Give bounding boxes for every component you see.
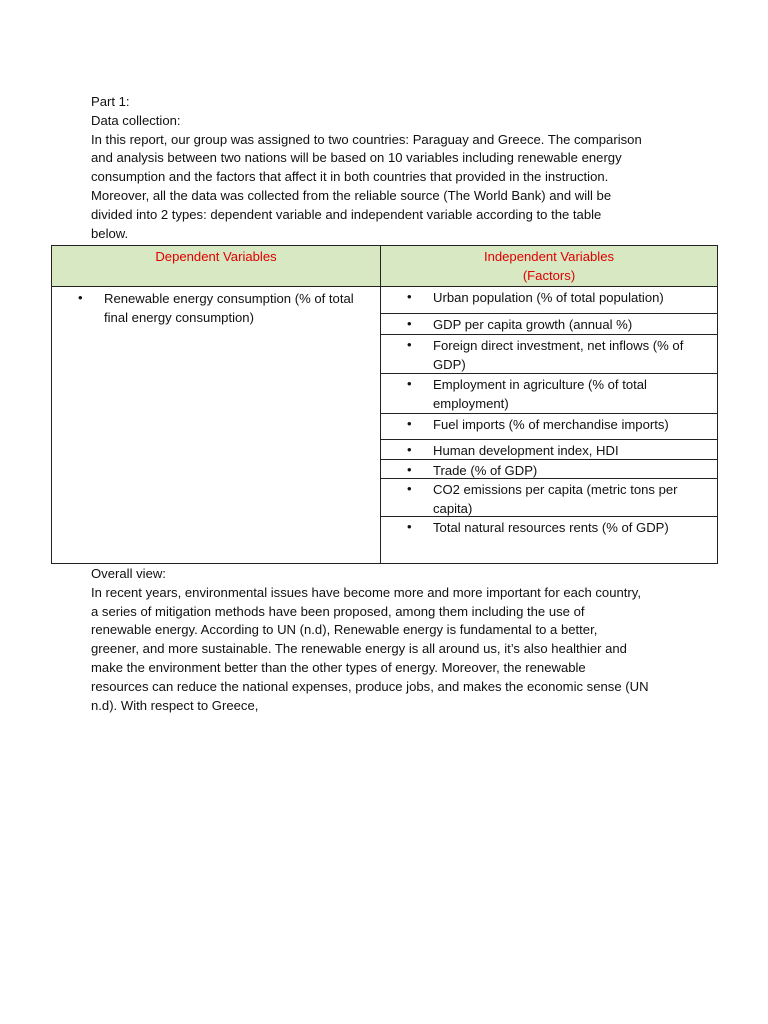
intro-paragraph — [91, 93, 683, 243]
bullet-icon: • — [407, 519, 412, 534]
overview-line: In recent years, environmental issues have become more and more important for each country, — [91, 584, 641, 600]
table-row — [52, 287, 718, 564]
intro-line: consumption and the factors that affect it in both countries that provided in the instruction. — [91, 169, 609, 185]
list-item: • Employment in agriculture (% of total employment) — [381, 374, 717, 414]
list-item: • GDP per capita growth (annual %) — [381, 314, 717, 335]
variables-table — [51, 245, 718, 564]
bullet-icon: • — [78, 290, 83, 305]
list-item: • CO2 emissions per capita (metric tons per capita) — [381, 479, 717, 517]
list-item: • Total natural resources rents (% of GDP) — [407, 519, 669, 535]
bullet-icon: • — [407, 316, 412, 331]
intro-line: and analysis between two nations will be based on 10 variables including renewable energy — [91, 150, 622, 166]
list-item: • Trade (% of GDP) — [381, 460, 717, 479]
list-item: • Renewable energy consumption (% of total final energy consumption) — [78, 290, 354, 325]
part-heading: Part 1: — [91, 94, 130, 109]
intro-line: Moreover, all the data was collected from the reliable source (The World Bank) and will be — [91, 187, 612, 203]
list-item: • Fuel imports (% of merchandise imports) — [381, 414, 717, 440]
overview-line: a series of mitigation methods have been proposed, among them including the use of — [91, 603, 585, 619]
intro-line: In this report, our group was assigned to two countries: Paraguay and Greece. The comparison — [91, 131, 642, 147]
bullet-icon: • — [407, 289, 412, 304]
overview-line: resources can reduce the national expenses, produce jobs, and makes the economic sense (UN — [91, 678, 649, 694]
dependent-variables-cell — [52, 287, 381, 564]
independent-variables-header: Independent Variables (Factors) — [381, 246, 718, 287]
bullet-icon: • — [407, 462, 412, 477]
dependent-variables-header: Dependent Variables — [52, 246, 381, 287]
independent-variables-cell — [381, 287, 718, 564]
overview-line: greener, and more sustainable. The renewable energy is all around us, it’s also healthier and — [91, 641, 627, 657]
bullet-icon: • — [407, 376, 412, 391]
intro-line: below. — [91, 225, 129, 241]
intro-line: divided into 2 types: dependent variable and independent variable according to the table — [91, 206, 602, 222]
bullet-icon: • — [407, 337, 412, 352]
table-header-row — [52, 246, 718, 287]
overview-line: renewable energy. According to UN (n.d), Renewable energy is fundamental to a better, — [91, 622, 598, 638]
overview-line: n.d). With respect to Greece, — [91, 697, 259, 713]
list-item: • Human development index, HDI — [381, 440, 717, 460]
bullet-icon: • — [407, 416, 412, 431]
bullet-icon: • — [407, 442, 412, 457]
independent-variables-list — [381, 287, 717, 562]
section-heading: Overall view: — [91, 566, 166, 581]
overview-line: make the environment better than the other types of energy. Moreover, the renewable — [91, 659, 586, 675]
list-item: • Urban population (% of total population) — [381, 287, 717, 314]
section-heading: Data collection: — [91, 112, 181, 128]
list-item: • Foreign direct investment, net inflows (% of GDP) — [381, 335, 717, 374]
overview-paragraph — [91, 565, 683, 715]
bullet-icon: • — [407, 481, 412, 496]
